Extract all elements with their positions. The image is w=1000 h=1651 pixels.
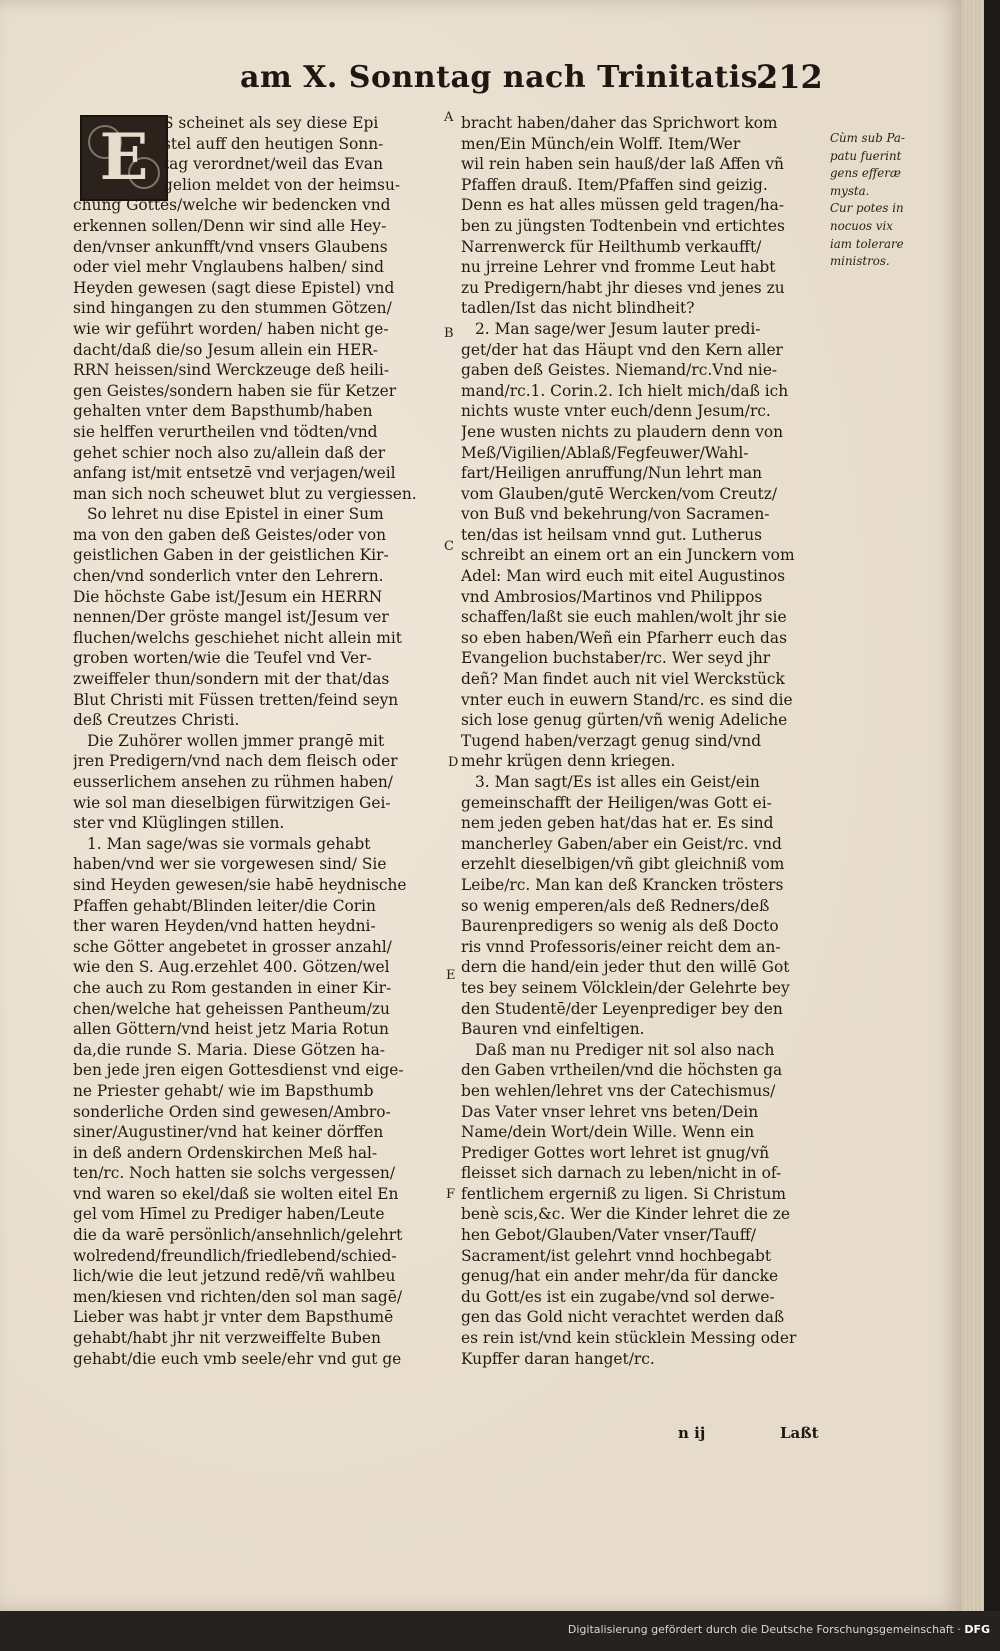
running-head: am X. Sonntag nach Trinitatis. — [240, 60, 770, 95]
text-line: den Gaben vrtheilen/vnd die höchsten ga — [461, 1061, 783, 1080]
marginal-note — [830, 130, 912, 271]
text-line: schreibt an einem ort an ein Junckern vom — [461, 546, 795, 565]
text-line: Leibe/rc. Man kan deß Krancken trösters — [461, 875, 784, 894]
text-line: gelion meldet von der heimsu- — [163, 175, 401, 194]
text-line: siner/Augustiner/vnd hat keiner dörffen — [73, 1123, 384, 1142]
text-line: Das Vater vnser lehret vns beten/Dein — [461, 1102, 759, 1121]
marginal-note-line: Cur potes in — [830, 201, 904, 216]
section-marker-d: D — [448, 755, 459, 770]
text-line: den Studentē/der Leyenprediger bey den — [461, 999, 783, 1018]
text-line: man sich noch scheuwet blut zu vergiessen. — [73, 484, 417, 503]
text-line: So lehret nu dise Epistel in einer Sum — [87, 505, 384, 524]
marginal-note-line: ministros. — [830, 254, 890, 269]
text-line: dacht/daß die/so Jesum allein ein HER- — [73, 340, 378, 359]
text-line: tag verordnet/weil das Evan — [163, 155, 383, 174]
text-line: wil rein haben sein hauß/der laß Affen vñ — [461, 155, 784, 174]
text-line: gemeinschafft der Heiligen/was Gott ei- — [461, 793, 772, 812]
text-line: Baurenpredigers so wenig als deß Docto — [461, 917, 779, 936]
text-line: wolredend/freundlich/friedlebend/schied- — [73, 1246, 397, 1265]
text-line: Pfaffen drauß. Item/Pfaffen sind geizig. — [461, 175, 768, 194]
text-line: so wenig emperen/als deß Redners/deß — [461, 896, 770, 915]
text-line: da,die runde S. Maria. Diese Götzen ha- — [73, 1040, 386, 1059]
text-line: von Buß vnd bekehrung/von Sacramen- — [461, 505, 770, 524]
text-line: gen das Gold nicht verachtet werden daß — [461, 1308, 785, 1327]
text-line: ben wehlen/lehret vns der Catechismus/ — [461, 1081, 776, 1100]
section-marker-b: B — [444, 326, 454, 341]
text-line: so eben haben/Weñ ein Pfarherr euch das — [461, 628, 787, 647]
text-line: wie sol man dieselbigen fürwitzigen Gei- — [73, 793, 391, 812]
text-line: Denn es hat alles müssen geld tragen/ha- — [461, 196, 785, 215]
text-line: zu Predigern/habt jhr dieses vnd jenes zu — [461, 278, 785, 297]
text-line: Meß/Vigilien/Ablaß/Fegfeuwer/Wahl- — [461, 443, 749, 462]
book-binding-edge — [984, 0, 1000, 1611]
text-line: vnd Ambrosios/Martinos vnd Philippos — [461, 587, 763, 606]
text-line: mehr krügen denn kriegen. — [461, 752, 676, 771]
text-line: schaffen/laßt sie euch mahlen/wolt jhr sie — [461, 608, 787, 627]
dfg-logo: DFG — [964, 1623, 990, 1636]
text-line: tes bey seinem Völcklein/der Gelehrte bey — [461, 978, 790, 997]
page-edges — [962, 0, 984, 1611]
footer-credit: Digitalisierung gefördert durch die Deutsche Forschungsgemeinschaft · DFG — [567, 1623, 990, 1636]
text-line: nem jeden geben hat/das hat er. Es sind — [461, 814, 774, 833]
text-line: Narrenwerck für Heilthumb verkaufft/ — [461, 237, 762, 256]
text-line: zweiffeler thun/sondern mit der that/das — [73, 670, 390, 689]
text-line: wie den S. Aug.erzehlet 400. Götzen/wel — [73, 958, 390, 977]
text-line: Pfaffen gehabt/Blinden leiter/die Corin — [73, 896, 376, 915]
text-line: chen/welche hat geheissen Pantheum/zu — [73, 999, 390, 1018]
text-line: vnd waren so ekel/daß sie wolten eitel En — [73, 1184, 399, 1203]
text-line: eusserlichem ansehen zu rühmen haben/ — [73, 773, 393, 791]
text-line: ma von den gaben deß Geistes/oder von — [73, 525, 387, 544]
text-line: gehet schier noch also zu/allein daß der — [73, 443, 386, 462]
text-line: gehabt/die euch vmb seele/ehr vnd gut ge — [73, 1349, 402, 1368]
text-line: benè scis,&c. Wer die Kinder lehret die ze — [461, 1205, 790, 1224]
text-line: sind hingangen zu den stummen Götzen/ — [73, 299, 392, 318]
text-line: Daß man nu Prediger nit sol also nach — [475, 1040, 775, 1059]
text-line: du Gott/es ist ein zugabe/vnd sol derwe- — [461, 1287, 775, 1306]
text-line: Blut Christi mit Füssen tretten/feind seyn — [73, 690, 399, 709]
text-line: ben jede jren eigen Gottesdienst vnd eige- — [73, 1061, 404, 1080]
text-line: dern die hand/ein jeder thut den willē Got — [461, 958, 790, 977]
text-line: deñ? Man findet auch nit viel Werckstück — [461, 670, 785, 689]
text-line: 1. Man sage/was sie vormals gehabt — [87, 834, 371, 853]
text-line: nu jrreine Lehrer vnd fromme Leut habt — [461, 258, 776, 277]
left-text-column — [73, 113, 442, 1369]
text-line: vnter euch in euwern Stand/rc. es sind die — [461, 690, 793, 709]
text-line: S scheinet als sey diese Epi — [163, 114, 379, 132]
text-line: erzehlt dieselbigen/vñ gibt gleichniß vom — [461, 855, 785, 874]
text-line: nichts wuste vnter euch/denn Jesum/rc. — [461, 402, 771, 421]
text-line: RRN heissen/sind Werckzeuge deß heili- — [73, 361, 390, 380]
text-line: fentlichem ergerniß zu ligen. Si Christum — [461, 1184, 786, 1203]
text-line: Lieber was habt jr vnter dem Bapsthumē — [73, 1308, 394, 1327]
text-line: men/Ein Münch/ein Wolff. Item/Wer — [461, 134, 741, 153]
marginal-note-line: gens efferæ — [830, 166, 901, 181]
text-line: Die höchste Gabe ist/Jesum ein HERRN — [73, 587, 383, 606]
text-line: wie wir geführt worden/ haben nicht ge- — [73, 319, 389, 338]
section-marker-e: E — [446, 968, 456, 983]
text-line: sche Götter angebetet in grosser anzahl/ — [73, 937, 392, 956]
text-line: lich/wie die leut jetzund redē/vñ wahlbeu — [73, 1267, 396, 1286]
signature-mark: n ij — [678, 1424, 706, 1442]
text-line: Die Zuhörer wollen jmmer prangē mit — [87, 731, 385, 750]
text-line: Evangelion buchstaber/rc. Wer seyd jhr — [461, 649, 771, 668]
text-line: Kupffer daran hanget/rc. — [461, 1349, 655, 1368]
text-line: men/kiesen vnd richten/den sol man sagē/ — [73, 1287, 403, 1306]
text-line: bracht haben/daher das Sprichwort kom — [461, 114, 778, 132]
text-line: nennen/Der gröste mangel ist/Jesum ver — [73, 608, 389, 627]
text-line: Heyden gewesen (sagt diese Epistel) vnd — [73, 278, 395, 297]
text-line: Name/dein Wort/dein Wille. Wenn ein — [461, 1123, 755, 1142]
text-line: geistlichen Gaben in der geistlichen Kir- — [73, 546, 389, 565]
catchword: Laßt — [780, 1424, 819, 1442]
text-line: erkennen sollen/Denn wir sind alle Hey- — [73, 216, 387, 235]
text-line: es rein ist/vnd kein stücklein Messing oder — [461, 1329, 797, 1348]
marginal-note-line: patu fuerint — [830, 148, 902, 163]
text-line: gel vom Hīmel zu Prediger haben/Leute — [73, 1205, 385, 1224]
text-line: gaben deß Geistes. Niemand/rc.Vnd nie- — [461, 361, 778, 380]
text-line: 3. Man sagt/Es ist alles ein Geist/ein — [475, 773, 760, 791]
text-line: ster vnd Klüglingen stillen. — [73, 814, 285, 833]
text-line: vom Glauben/gutē Wercken/vom Creutz/ — [461, 484, 778, 503]
text-line: anfang ist/mit entsetzē vnd verjagen/weil — [73, 464, 396, 483]
text-line: mancherley Gaben/aber ein Geist/rc. vnd — [461, 834, 782, 853]
page-number: 212 — [756, 58, 823, 96]
text-line: jren Predigern/vnd nach dem fleisch oder — [73, 752, 398, 771]
text-line: tadlen/Ist das nicht blindheit? — [461, 299, 695, 318]
text-line: die da warē persönlich/ansehnlich/gelehrt — [73, 1226, 403, 1245]
text-line: gehalten vnter dem Bapsthumb/haben — [73, 402, 373, 421]
text-line: hen Gebot/Glauben/Vater vnser/Tauff/ — [461, 1226, 756, 1245]
section-marker-c: C — [444, 539, 454, 554]
text-line: sonderliche Orden sind gewesen/Ambro- — [73, 1102, 391, 1121]
text-line: Jene wusten nichts zu plaudern denn von — [461, 422, 784, 441]
text-line: gen Geistes/sondern haben sie für Ketzer — [73, 381, 397, 400]
text-line: ten/das ist heilsam vnnd gut. Lutherus — [461, 525, 763, 544]
text-line: ne Priester gehabt/ wie im Bapsthumb — [73, 1081, 374, 1100]
text-line: den/vnser ankunfft/vnd vnsers Glaubens — [73, 237, 388, 256]
marginal-note-line: iam tolerare — [830, 236, 904, 251]
text-line: Tugend haben/verzagt genug sind/vnd — [461, 731, 762, 750]
text-line: ben zu jüngsten Todtenbein vnd ertichtes — [461, 216, 785, 235]
section-marker-f: F — [446, 1187, 456, 1202]
text-line: chen/vnd sonderlich vnter den Lehrern. — [73, 567, 384, 586]
section-marker-a: A — [444, 110, 454, 125]
text-line: sich lose genug gürten/vñ wenig Adeliche — [461, 711, 788, 730]
text-line: fart/Heiligen anruffung/Nun lehrt man — [461, 464, 763, 483]
text-line: Sacrament/ist gelehrt vnnd hochbegabt — [461, 1246, 772, 1265]
text-line: ris vnnd Professoris/einer reicht dem an- — [461, 937, 781, 956]
text-line: allen Göttern/vnd heist jetz Maria Rotun — [73, 1020, 389, 1039]
text-line: in deß andern Ordenskirchen Meß hal- — [73, 1143, 378, 1162]
text-line: ten/rc. Noch hatten sie solchs vergessen/ — [73, 1164, 396, 1183]
text-line: groben worten/wie die Teufel vnd Ver- — [73, 649, 372, 668]
footer-bar — [0, 1611, 1000, 1651]
text-line: stel auff den heutigen Sonn- — [163, 134, 384, 153]
text-line: mand/rc.1. Corin.2. Ich hielt mich/daß ich — [461, 381, 789, 400]
marginal-note-line: Cùm sub Pa- — [830, 131, 905, 145]
text-line: haben/vnd wer sie vorgewesen sind/ Sie — [73, 855, 387, 874]
marginal-note-line: mysta. — [830, 183, 870, 198]
text-line: oder viel mehr Vnglaubens halben/ sind — [73, 258, 384, 277]
text-line: fluchen/welchs geschiehet nicht allein mit — [73, 628, 402, 647]
text-line: chung Gottes/welche wir bedencken vnd — [73, 196, 391, 215]
text-line: genug/hat ein ander mehr/da für dancke — [461, 1267, 779, 1286]
text-line: ther waren Heyden/vnd hatten heydni- — [73, 917, 376, 936]
footer-credit-text: Digitalisierung gefördert durch die Deutsche Forschungsgemeinschaft — [567, 1623, 954, 1636]
text-line: Adel: Man wird euch mit eitel Augustinos — [461, 567, 786, 586]
text-line: Bauren vnd einfeltigen. — [461, 1020, 645, 1039]
text-line: che auch zu Rom gestanden in einer Kir- — [73, 978, 392, 997]
text-line: sie helffen verurtheilen vnd tödten/vnd — [73, 422, 378, 441]
text-line: get/der hat das Häupt vnd den Kern aller — [461, 340, 783, 359]
right-text-column — [461, 113, 828, 1369]
drop-cap-letter: E — [99, 120, 149, 195]
text-line: sind Heyden gewesen/sie habē heydnische — [73, 875, 407, 894]
text-line: 2. Man sage/wer Jesum lauter predi- — [475, 319, 761, 338]
text-line: fleisset sich darnach zu leben/nicht in of- — [461, 1164, 782, 1183]
marginal-note-line: nocuos vix — [830, 218, 893, 233]
text-line: Prediger Gottes wort lehret ist gnug/vñ — [461, 1143, 770, 1162]
text-line: gehabt/habt jhr nit verzweiffelte Buben — [73, 1329, 381, 1348]
text-line: deß Creutzes Christi. — [73, 711, 240, 730]
